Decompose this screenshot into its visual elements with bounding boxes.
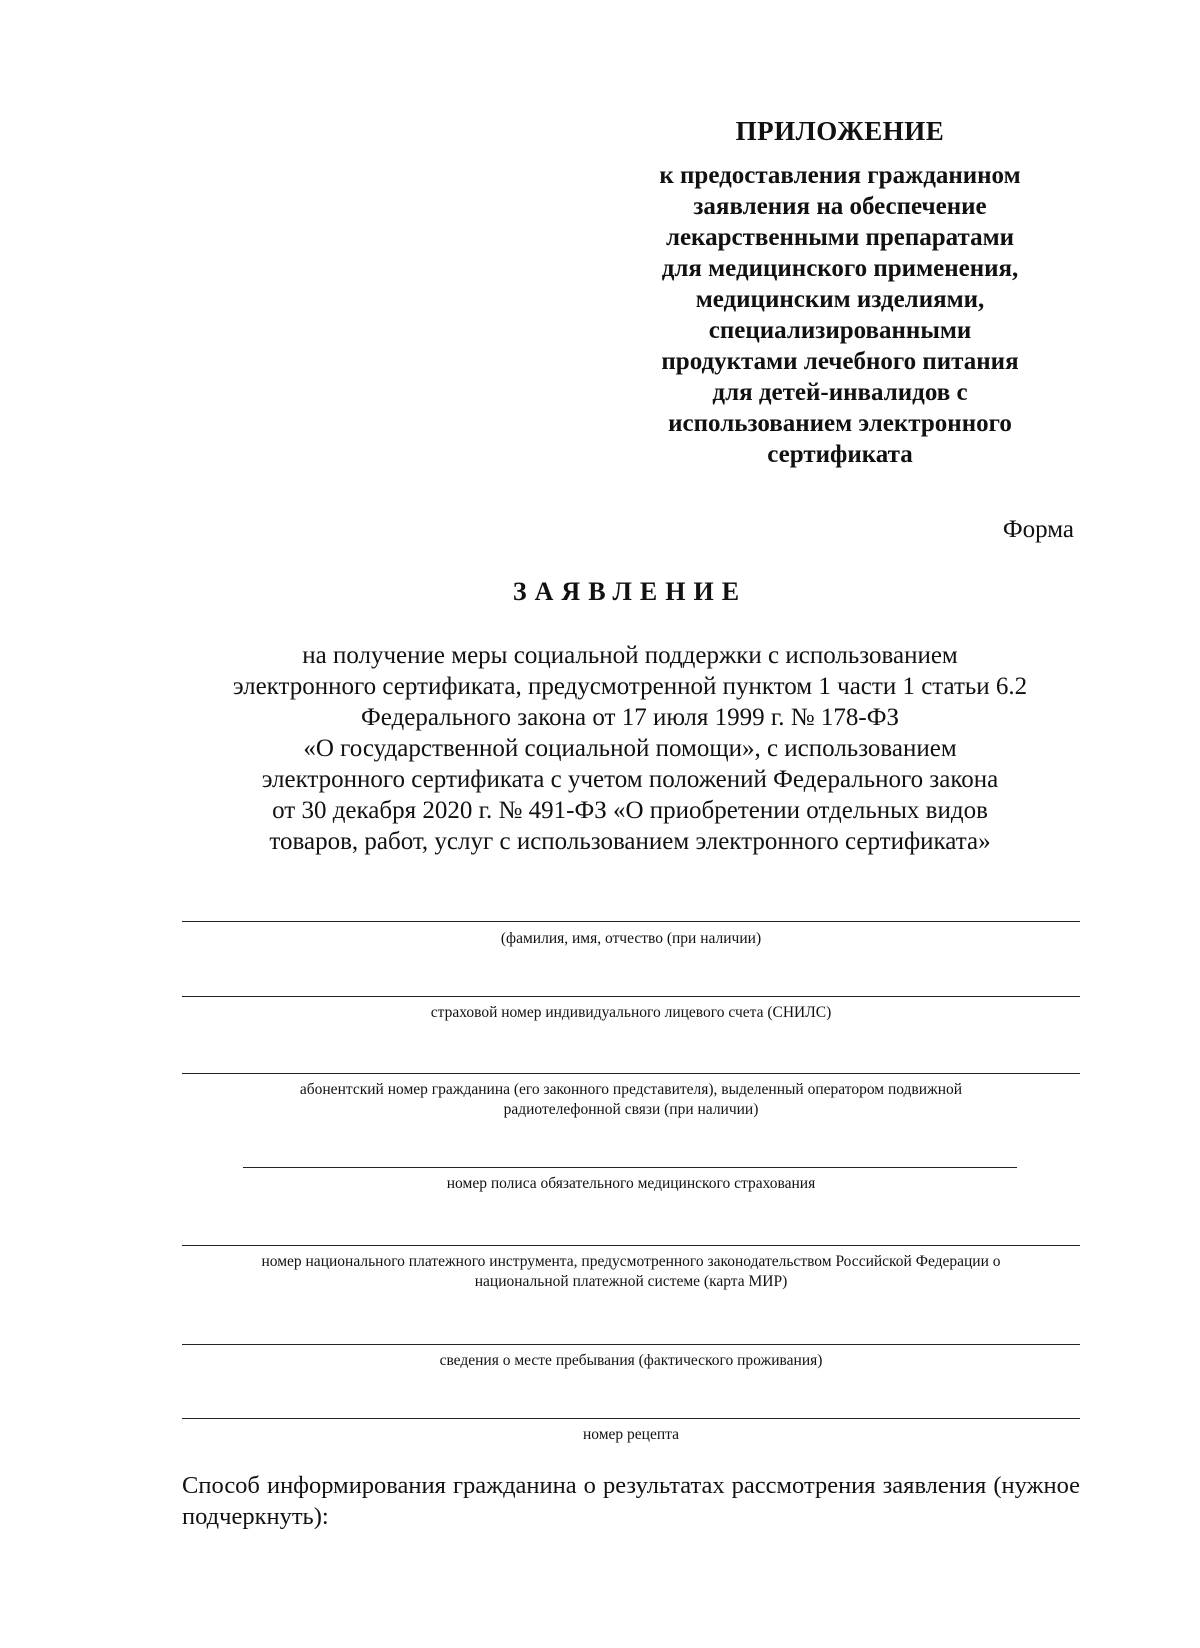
annex-title: ПРИЛОЖЕНИЕ — [735, 116, 945, 146]
description-line: от 30 декабря 2020 г. № 491-ФЗ «О приобретении отдельных видов — [272, 797, 988, 824]
annex-subtitle-line: к предоставления гражданином — [659, 162, 1021, 189]
caption-line: сведения о месте пребывания (фактического проживания) — [439, 1352, 823, 1369]
caption-line: номер национального платежного инструмента, предусмотренного законодательством Российской Федерации о — [261, 1253, 1001, 1270]
annex-subtitle-line: лекарственными препаратами — [665, 224, 1015, 251]
prescription-number-field-line[interactable] — [182, 1418, 1080, 1419]
prescription-number-caption — [182, 1425, 1080, 1445]
annex-subtitle — [630, 160, 1050, 470]
annex-subtitle-line: медицинским изделиями, — [695, 286, 985, 313]
caption-line: номер полиса обязательного медицинского страхования — [446, 1175, 816, 1192]
caption-line: номер рецепта — [582, 1426, 679, 1443]
caption-line: радиотелефонной связи (при наличии) — [503, 1101, 759, 1118]
informing-method-text — [182, 1470, 1080, 1532]
full-name-caption — [182, 929, 1080, 949]
document-title: ЗАЯВЛЕНИЕ — [512, 577, 748, 606]
annex-subtitle-line: продуктами лечебного питания — [661, 348, 1019, 375]
annex-subtitle-line: для медицинского применения, — [661, 255, 1019, 282]
annex-subtitle-line: специализированными — [708, 317, 972, 344]
form-label: Форма — [1002, 516, 1074, 543]
description-line: товаров, работ, услуг с использованием электронного сертификата» — [269, 828, 991, 855]
full-name-field-line[interactable] — [182, 921, 1080, 922]
caption-line: (фамилия, имя, отчество (при наличии) — [500, 930, 762, 947]
description-line: на получение меры социальной поддержки с использованием — [302, 642, 958, 669]
informing-line: подчеркнуть): — [182, 1503, 329, 1530]
description-line: Федерального закона от 17 июля 1999 г. № 178-ФЗ — [360, 704, 899, 731]
description-line: электронного сертификата с учетом положений Федерального закона — [261, 766, 999, 793]
annex-subtitle-line: использованием электронного — [668, 410, 1012, 437]
snils-field-line[interactable] — [182, 996, 1080, 997]
annex-subtitle-line: для детей-инвалидов с — [712, 379, 968, 406]
description-line: «О государственной социальной помощи», с использованием — [303, 735, 957, 762]
phone-number-field-line[interactable] — [182, 1073, 1080, 1074]
document-description — [170, 640, 1090, 857]
snils-caption — [182, 1003, 1080, 1023]
annex-subtitle-line: сертификата — [767, 441, 913, 468]
phone-number-caption — [182, 1080, 1080, 1120]
informing-line: Способ информирования гражданина о результатах рассмотрения заявления (нужное — [182, 1472, 1080, 1499]
caption-line: абонентский номер гражданина (его законного представителя), выделенный оператором подвижной — [299, 1081, 963, 1098]
insurance-policy-field-line[interactable] — [243, 1167, 1017, 1168]
description-line: электронного сертификата, предусмотренной пунктом 1 части 1 статьи 6.2 — [232, 673, 1028, 700]
caption-line: национальной платежной системе (карта МИР) — [474, 1273, 788, 1290]
residence-caption — [182, 1351, 1080, 1371]
annex-subtitle-line: заявления на обеспечение — [693, 193, 987, 220]
residence-field-line[interactable] — [182, 1344, 1080, 1345]
payment-card-caption — [182, 1252, 1080, 1292]
insurance-policy-caption — [182, 1174, 1080, 1194]
payment-card-field-line[interactable] — [182, 1245, 1080, 1246]
caption-line: страховой номер индивидуального лицевого счета (СНИЛС) — [430, 1004, 832, 1021]
